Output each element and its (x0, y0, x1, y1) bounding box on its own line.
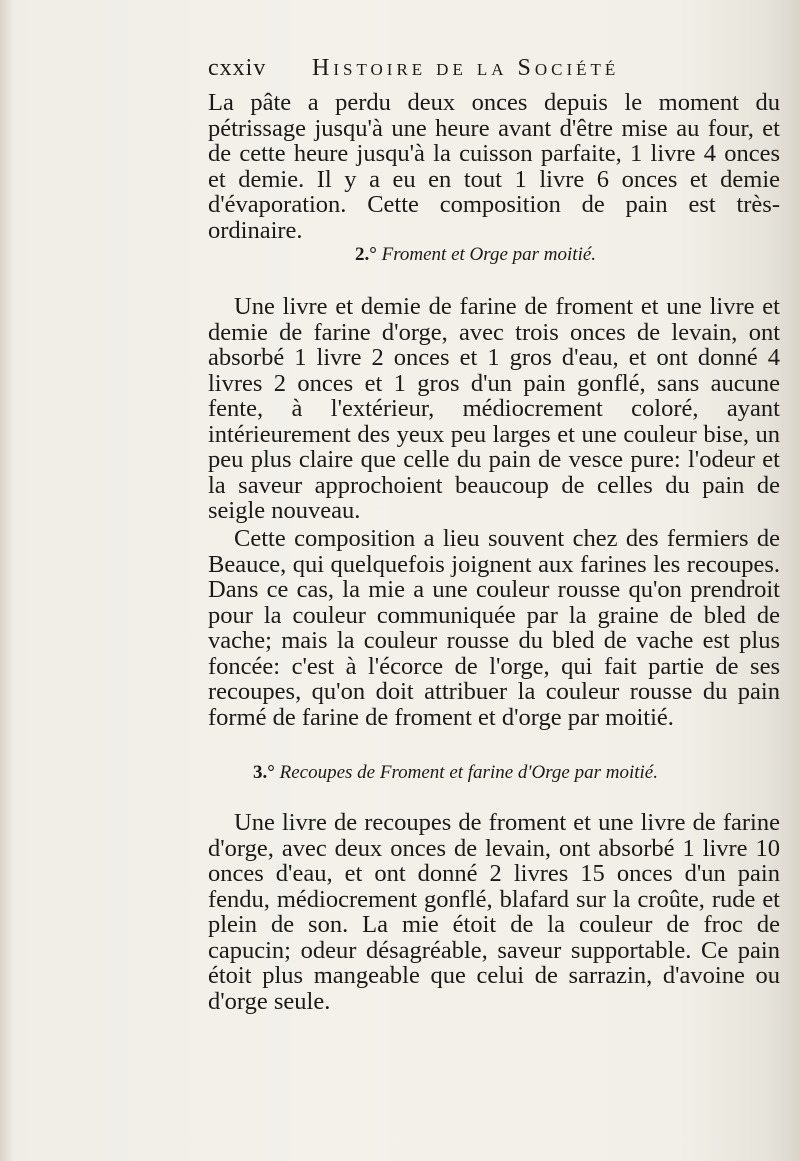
paragraph-text: Cette composition a lieu souvent chez des fermiers de Beauce, qui quelquefois joignent aux farines les recoupes. Dans ce cas, la mie a une couleur rousse qu'on prendroit pour la couleur communiquée par la graine de bled de vache; mais la couleur rousse du bled de vache est plus foncée: c'est à l'écorce de l'orge, qui fait partie de ses recoupes, qu'on doit attribuer la couleur rousse du pain formé de farine de froment et d'orge par moitié. (208, 525, 780, 731)
page-number: cxxiv (208, 55, 267, 81)
section-2-paragraph-2 (208, 526, 780, 730)
section-heading-3 (253, 762, 658, 784)
paragraph-text: Une livre et demie de farine de froment et une livre et demie de farine d'orge, avec trois onces de levain, ont absorbé 1 livre 2 onces et 1 gros d'eau, et ont donné 4 livres 2 onces et 1 gros d'un pain gonflé, sans aucune fente, à l'extérieur, médiocrement coloré, ayant intérieurement des yeux peu larges et une couleur bise, un peu plus claire que celle du pain de vesce pure: l'odeur et la saveur approchoient beaucoup de celles du pain de seigle nouveau. (208, 293, 780, 524)
section-number: 2.° (355, 244, 377, 265)
paragraph-text: La pâte a perdu deux onces depuis le moment du pétrissage jusqu'à une heure avant d'être mise au four, et de cette heure jusqu'à la cuisson parfaite, 1 livre 4 onces et demie. Il y a eu en tout 1 livre 6 onces et demie d'évaporation. Cette composition de pain est très-ordinaire. (208, 89, 780, 244)
section-title: Recoupes de Froment et farine d'Orge par moitié. (279, 762, 658, 783)
section-title: Froment et Orge par moitié. (381, 244, 597, 265)
section-number: 3.° (253, 762, 275, 783)
page-header (208, 55, 768, 91)
paragraph-text: Une livre de recoupes de froment et une livre de farine d'orge, avec deux onces de levain, ont absorbé 1 livre 10 onces d'eau, et ont donné 2 livres 15 onces d'un pain fendu, médiocrement gonflé, blafard sur la croûte, rude et plein de son. La mie étoit de la couleur de froc de capucin; odeur désagréable, saveur supportable. Ce pain étoit plus mangeable que celui de sarrazin, d'avoine ou d'orge seule. (208, 809, 780, 1015)
running-title: Histoire de la Société (312, 55, 620, 81)
carry-over-paragraph (208, 90, 780, 243)
section-3-paragraph-1 (208, 810, 780, 1014)
section-2-paragraph-1 (208, 294, 780, 524)
page-gutter-shadow (0, 0, 14, 1161)
section-heading-2 (355, 244, 596, 266)
